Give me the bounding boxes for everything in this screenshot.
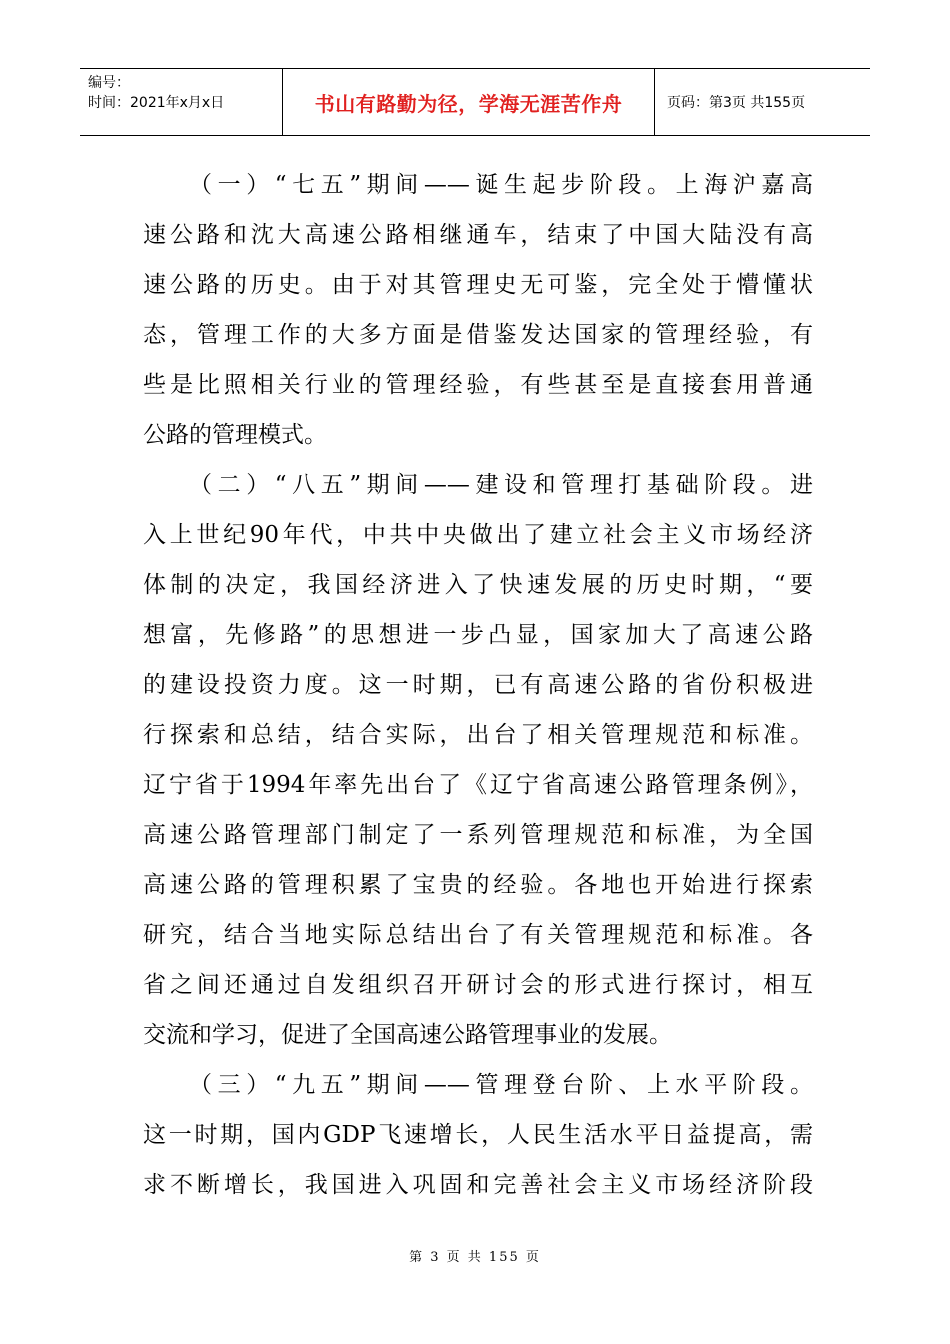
document-body [143,160,813,1210]
text-line: 入上世纪90年代，中共中央做出了建立社会主义市场经济 [143,522,813,548]
text-line: 这一时期，国内GDP飞速增长，人民生活水平日益提高，需 [143,1122,813,1148]
page-footer: 第 3 页 共 155 页 [409,1250,541,1265]
text-line: （二）“八五”期间——建设和管理打基础阶段。进 [189,472,813,498]
text-line: 体制的决定，我国经济进入了快速发展的历史时期，“要 [143,572,813,598]
text-line: 求不断增长，我国进入巩固和完善社会主义市场经济阶段 [143,1172,813,1198]
text-line: 高速公路管理部门制定了一系列管理规范和标准，为全国 [143,822,813,848]
header-meta [80,69,283,135]
text-line: 辽宁省于1994年率先出台了《辽宁省高速公路管理条例》， [143,772,813,798]
header-motto: 书山有路勤为径，学海无涯苦作舟 [283,69,655,135]
text-line: 交流和学习，促进了全国高速公路管理事业的发展。 [143,1022,672,1048]
text-line: 速公路的历史。由于对其管理史无可鉴，完全处于懵懂状 [143,272,813,298]
text-line: 公路的管理模式。 [143,422,327,448]
text-line: 行探索和总结，结合实际，出台了相关管理规范和标准。 [143,722,813,748]
text-line: 的建设投资力度。这一时期，已有高速公路的省份积极进 [143,672,813,698]
header-page-info: 页码：第3页 共155页 [667,95,806,111]
text-line: 想富，先修路”的思想进一步凸显，国家加大了高速公路 [143,622,813,648]
text-line: 些是比照相关行业的管理经验，有些甚至是直接套用普通 [143,372,813,398]
text-line: 高速公路的管理积累了宝贵的经验。各地也开始进行探索 [143,872,813,898]
text-line: （三）“九五”期间——管理登台阶、上水平阶段。 [189,1072,813,1098]
text-line: 态，管理工作的大多方面是借鉴发达国家的管理经验，有 [143,322,813,348]
number-label: 编号： [88,75,130,91]
time-label: 时间：2021年x月x日 [88,95,225,111]
text-line: 省之间还通过自发组织召开研讨会的形式进行探讨，相互 [143,972,813,998]
text-line: （一）“七五”期间——诞生起步阶段。上海沪嘉高 [189,172,813,198]
text-line: 研究，结合当地实际总结出台了有关管理规范和标准。各 [143,922,813,948]
text-line: 速公路和沈大高速公路相继通车，结束了中国大陆没有高 [143,222,813,248]
page-header [80,68,870,136]
